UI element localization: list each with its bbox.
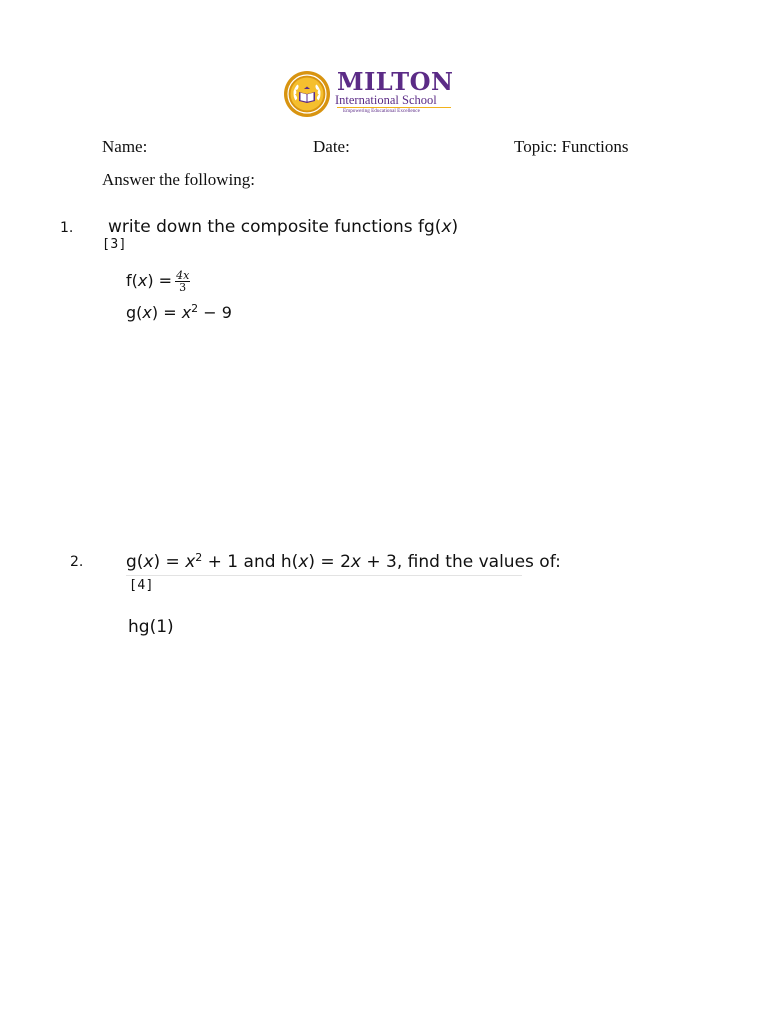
instructions: Answer the following:: [102, 170, 255, 189]
q2-g-base: x: [185, 552, 196, 572]
question-1-text-prefix: write down the composite functions fg(: [108, 217, 442, 237]
date-field-label: Date:: [313, 137, 350, 156]
laurel-book-emblem-icon: [283, 70, 331, 118]
name-field-label: Name:: [102, 137, 148, 156]
q2-h-rest: + 3, find the values of:: [366, 552, 561, 572]
topic-label: Topic: Functions: [514, 137, 629, 156]
question-2-part: hg(1): [128, 617, 174, 637]
question-1-text: [108, 216, 458, 238]
f-fraction-numerator: 4x: [176, 269, 190, 282]
question-1-marks: [3]: [102, 237, 127, 252]
question-2-text: [126, 551, 561, 573]
question-2-marks: [4]: [129, 578, 154, 593]
q2-h-var: x: [298, 552, 309, 572]
logo-school-name: MILTON: [337, 67, 454, 96]
question-1-number: 1.: [60, 220, 74, 236]
question-1-text-suffix: ): [451, 217, 459, 237]
question-2-number: 2.: [70, 554, 84, 570]
logo-tagline: Empowering Educational Excellence: [343, 108, 420, 114]
q2-g-eq: ) =: [153, 552, 180, 572]
g-exponent: 2: [191, 302, 199, 315]
q2-h-var2: x: [350, 552, 361, 572]
q2-g-prefix: g(: [126, 552, 144, 572]
g-rest: − 9: [203, 303, 232, 322]
g-var: x: [142, 303, 152, 322]
q2-h-eq: ) = 2: [308, 552, 351, 572]
q2-g-var: x: [143, 552, 154, 572]
f-var: x: [137, 271, 148, 290]
g-prefix: g(: [126, 303, 143, 322]
f-eq: ) =: [147, 271, 173, 290]
f-fraction: [175, 270, 190, 293]
f-fraction-denominator: 3: [179, 281, 187, 294]
question-1-text-var: x: [441, 217, 452, 237]
q2-g-exponent: 2: [195, 551, 203, 564]
school-logo: [283, 68, 463, 120]
question-1-g-definition: [126, 302, 232, 324]
logo-school-subtitle: International School: [335, 93, 437, 107]
g-base: x: [181, 303, 192, 322]
question-1-f-definition: [126, 270, 190, 293]
q2-g-rest: + 1 and h(: [207, 552, 299, 572]
g-eq: ) =: [151, 303, 177, 322]
question-2-divider: [126, 575, 522, 576]
f-prefix: f(: [126, 271, 138, 290]
